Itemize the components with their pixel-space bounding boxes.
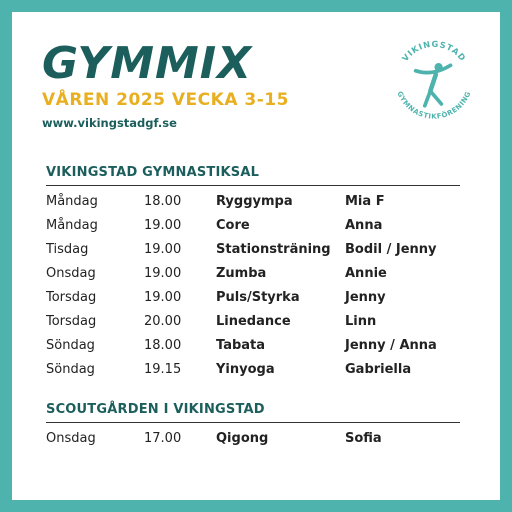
row-leader: Annie (345, 266, 387, 281)
logo-top-text: VIKINGSTAD (399, 38, 469, 64)
gymnast-figure-icon (416, 63, 451, 106)
schedule-card (12, 12, 500, 500)
row-time: 19.00 (144, 242, 182, 257)
row-leader: Mia F (345, 194, 385, 209)
schedule-row (46, 290, 460, 314)
row-time: 20.00 (144, 314, 182, 329)
row-time: 18.00 (144, 194, 182, 209)
club-logo (388, 34, 480, 126)
section-title-scoutgarden: SCOUTGÅRDEN I VIKINGSTAD (46, 402, 265, 417)
page-title: GYMMIX (42, 38, 253, 89)
row-class: Qigong (216, 431, 269, 446)
row-time: 19.15 (144, 362, 182, 377)
row-leader: Jenny (345, 290, 386, 305)
schedule-row (46, 218, 460, 242)
row-time: 17.00 (144, 431, 182, 446)
row-class: Tabata (216, 338, 266, 353)
schedule-row (46, 338, 460, 362)
row-day: Måndag (46, 194, 98, 209)
row-class: Puls/Styrka (216, 290, 300, 305)
row-class: Core (216, 218, 250, 233)
row-class: Zumba (216, 266, 267, 281)
row-leader: Linn (345, 314, 377, 329)
row-leader: Anna (345, 218, 383, 233)
row-class: Stationsträning (216, 242, 331, 257)
row-class: Linedance (216, 314, 291, 329)
section-title-gymnastiksal: VIKINGSTAD GYMNASTIKSAL (46, 165, 260, 180)
logo-bottom-text: GYMNASTIKFÖRENING (395, 90, 473, 121)
row-day: Torsdag (46, 290, 97, 305)
row-day: Torsdag (46, 314, 97, 329)
row-leader: Sofia (345, 431, 382, 446)
row-time: 19.00 (144, 218, 182, 233)
schedule-row (46, 266, 460, 290)
schedule-row (46, 431, 460, 455)
svg-text:VIKINGSTAD (400, 39, 468, 63)
row-time: 19.00 (144, 266, 182, 281)
row-day: Tisdag (46, 242, 89, 257)
row-leader: Gabriella (345, 362, 412, 377)
row-time: 18.00 (144, 338, 182, 353)
row-day: Söndag (46, 338, 95, 353)
row-class: Yinyoga (216, 362, 275, 377)
row-class: Ryggympa (216, 194, 293, 209)
schedule-row (46, 314, 460, 338)
row-time: 19.00 (144, 290, 182, 305)
schedule-row (46, 362, 460, 386)
section-divider (46, 422, 460, 423)
row-leader: Jenny / Anna (345, 338, 437, 353)
row-day: Söndag (46, 362, 95, 377)
schedule-row (46, 194, 460, 218)
row-day: Måndag (46, 218, 98, 233)
row-leader: Bodil / Jenny (345, 242, 437, 257)
section-divider (46, 185, 460, 186)
row-day: Onsdag (46, 266, 96, 281)
website-link[interactable]: www.vikingstadgf.se (42, 116, 177, 130)
season-subtitle: VÅREN 2025 VECKA 3-15 (42, 90, 289, 110)
row-day: Onsdag (46, 431, 96, 446)
schedule-row (46, 242, 460, 266)
